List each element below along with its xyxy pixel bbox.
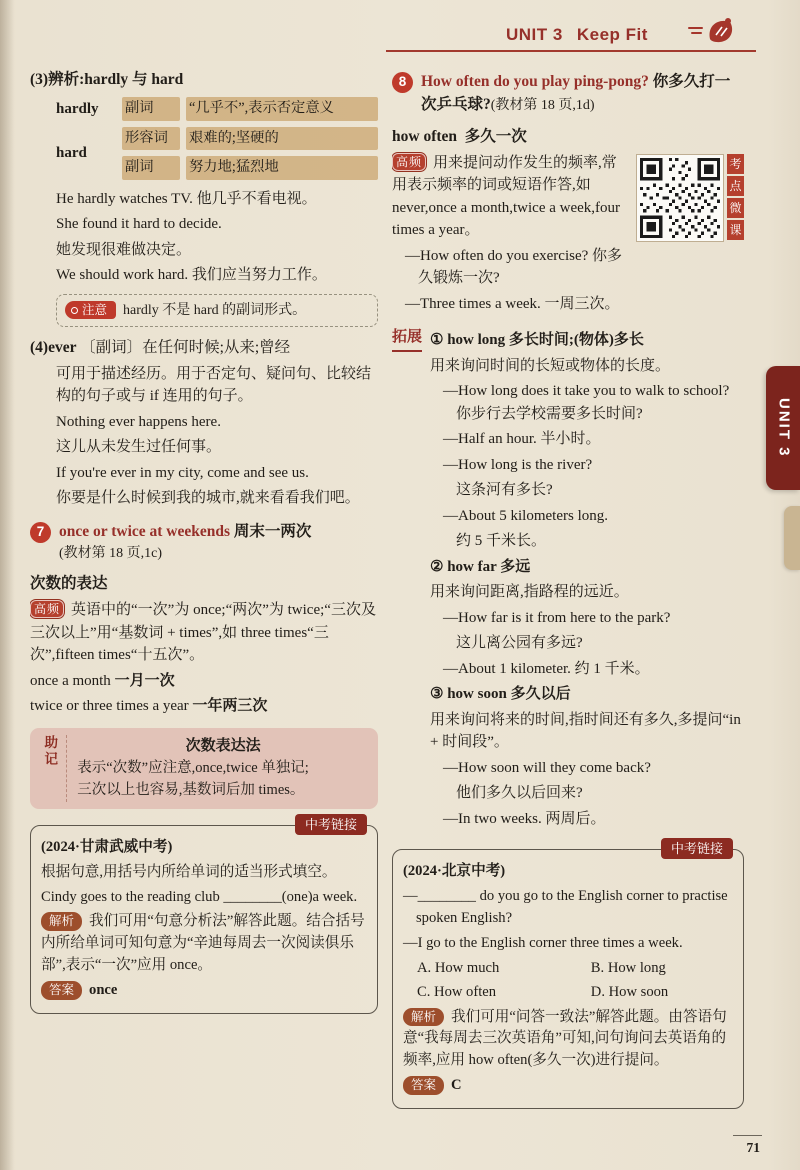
exam-source: (2024·甘肃武威中考)	[41, 838, 173, 855]
section-7-heading	[30, 520, 378, 564]
dialog-line: —About 1 kilometer. 约 1 千米。	[443, 660, 650, 677]
left-column	[30, 60, 378, 1156]
answer-row	[41, 980, 367, 1002]
dialog-line: —Half an hour. 半小时。	[443, 431, 601, 448]
translation-line: 这儿离公园有多远?	[456, 635, 583, 652]
subheading-zh: 多久一次	[464, 127, 527, 145]
mnemonic-title: 次数表达法	[185, 737, 261, 754]
jiexi-badge: 解析	[41, 912, 82, 931]
header-rule	[386, 50, 756, 52]
example-line: If you're ever in my city, come and see us.	[56, 464, 309, 481]
right-column	[392, 60, 744, 1156]
exam-box-gansu	[30, 816, 378, 1014]
dialog-line: —In two weeks. 两周后。	[443, 810, 606, 827]
answer-value: C	[451, 1077, 462, 1094]
headword: ever	[48, 338, 77, 356]
analysis-text: 我们可用“句意分析法”解答此题。结合括号内所给单词可知句意为“辛迪每周去一次阅读俱乐部”,表示“一次”应用 once。	[41, 913, 365, 974]
zhuji-label: 助记	[39, 735, 67, 802]
headword-gloss: 〔副词〕在任何时候;从来;曾经	[80, 338, 291, 356]
word-hardly: hardly	[56, 100, 99, 117]
dialog-line: —How soon will they come back?	[443, 759, 651, 776]
answer-value: once	[89, 982, 118, 999]
section-once-or-twice	[30, 520, 378, 718]
section-3-heading: (3)辨析:hardly 与 hard	[30, 71, 184, 88]
exam-source: (2024·北京中考)	[403, 863, 506, 880]
dialog-line: —How often do you exercise? 你多久锻炼一次?	[405, 247, 623, 287]
phrase-title-zh: 周末一两次	[233, 522, 312, 540]
option-a: A. How much	[417, 959, 500, 976]
gaopin-badge: 高频	[30, 600, 64, 618]
phrase-en: twice or three times a year	[30, 698, 189, 715]
phrase-example	[30, 695, 378, 718]
example-translation: 这儿从未发生过任何事。	[56, 439, 222, 456]
phrase-title-en: once or twice at weekends	[59, 522, 231, 540]
exam-answer-line: —I go to the English corner three times a week.	[403, 934, 683, 951]
zhuyi-badge-label: 注意	[82, 302, 108, 317]
unit-title: Keep Fit	[576, 25, 648, 44]
options-row	[417, 958, 733, 980]
extension-head: ① how long 多长时间;(物体)多长	[430, 332, 644, 349]
analysis-text: 我们可用“问答一致法”解答此题。由答语句意“我每周去三次英语角”可知,问句询问去英语角的频率,应用 how often(多久一次)进行提问。	[403, 1008, 727, 1069]
phrase-zh: 一年两三次	[192, 698, 268, 715]
jiexi-badge: 解析	[403, 1008, 444, 1027]
note-box	[56, 294, 378, 327]
frequency-text: 用来提问动作发生的频率,常用表示频率的词或短语作答,如 never,once a month,twice a week,four times a year。	[392, 154, 621, 239]
analysis-row	[403, 1007, 733, 1073]
section-ever	[30, 336, 378, 510]
section-hardly-vs-hard	[30, 68, 378, 327]
daan-badge: 答案	[41, 981, 82, 1000]
qr-code	[636, 154, 724, 242]
qr-caption-char: 点	[727, 176, 744, 196]
unit-side-tab-label: UNIT 3	[775, 398, 793, 458]
translation-line: 这条河有多长?	[456, 482, 553, 499]
qr-caption	[727, 154, 744, 242]
translation-line: 他们多久以后回来?	[456, 785, 583, 802]
note-icon	[71, 307, 78, 314]
item-number-badge: 7	[30, 522, 51, 543]
qr-code-block	[636, 154, 744, 242]
usage-note: 用来询问时间的长短或物体的长度。	[430, 357, 671, 374]
option-c: C. How often	[417, 983, 497, 1000]
subheading-en: how often	[392, 127, 458, 145]
pos-cell: 副词	[122, 156, 180, 179]
mascot-logo-icon	[688, 14, 738, 46]
translation-line: 约 5 千米长。	[456, 533, 547, 550]
option-d: D. How soon	[590, 983, 669, 1000]
phrase-title-zh: 你多久打一次乒乓球?	[421, 73, 731, 114]
pos-cell: 形容词	[122, 127, 180, 150]
extension-head: ③ how soon 多久以后	[430, 686, 571, 703]
qr-caption-char: 微	[727, 198, 744, 218]
example-line: Nothing ever happens here.	[56, 413, 221, 430]
example-line: He hardly watches TV. 他几乎不看电视。	[56, 190, 317, 207]
tuozhan-label: 拓展	[392, 326, 422, 352]
hardly-hard-table	[56, 97, 378, 179]
mnemonic-line: 三次以上也容易,基数词后加 times。	[77, 782, 305, 799]
definition-cell: “几乎不”,表示否定意义	[186, 97, 378, 120]
note-text: hardly 不是 hard 的副词形式。	[123, 302, 307, 318]
gaopin-badge: 高频	[392, 153, 426, 171]
mnemonic-box	[30, 728, 378, 809]
subheading-how-often	[392, 125, 744, 148]
zhongkao-badge: 中考链接	[661, 838, 733, 859]
dialog-line: —How far is it from here to the park?	[443, 609, 671, 626]
pos-cell: 副词	[122, 97, 180, 120]
example-line: We should work hard. 我们应当努力工作。	[56, 267, 327, 284]
phrase-zh: 一月一次	[114, 672, 175, 689]
definition-cell: 艰难的;坚硬的	[186, 127, 378, 150]
phrase-title-en: How often do you play ping-pong?	[421, 73, 649, 90]
answer-row	[403, 1075, 733, 1097]
page-header	[506, 22, 648, 48]
example-line: She found it hard to decide.	[56, 216, 222, 233]
secondary-side-tab	[784, 506, 800, 570]
word-hard: hard	[56, 144, 87, 161]
zhuyi-badge	[65, 301, 116, 320]
usage-note: 可用于描述经历。用于否定句、疑问句、比较结构的句子或与 if 连用的句子。	[56, 365, 372, 405]
item-number-badge: 8	[392, 72, 413, 93]
usage-note: 用来询问距离,指路程的远近。	[430, 584, 629, 601]
dialog-line: —How long is the river?	[443, 456, 593, 473]
section-extension	[392, 326, 744, 833]
analysis-row	[41, 911, 367, 977]
daan-badge: 答案	[403, 1076, 444, 1095]
unit-side-tab	[766, 366, 800, 490]
definition-cell: 努力地;猛烈地	[186, 156, 378, 179]
section-8-heading	[392, 70, 744, 117]
extension-head: ② how far 多远	[430, 558, 531, 575]
exam-question: —________ do you go to the English corner to practise spoken English?	[403, 888, 728, 927]
page-binding-shadow	[0, 0, 14, 1170]
exam-box-beijing	[392, 841, 744, 1109]
example-translation: 你要是什么时候到我的城市,就来看看我们吧。	[56, 490, 360, 507]
option-b: B. How long	[590, 959, 666, 976]
textbook-ref: (教材第 18 页,1c)	[59, 546, 163, 562]
phrase-example	[30, 670, 378, 693]
phrase-en: once a month	[30, 672, 111, 689]
example-translation: 她发现很难做决定。	[56, 241, 192, 258]
exam-question: Cindy goes to the reading club ________(one)a week.	[41, 888, 358, 905]
zhongkao-badge: 中考链接	[295, 814, 367, 835]
dialog-line: —About 5 kilometers long.	[443, 507, 609, 524]
page-number: 71	[733, 1135, 763, 1158]
exam-prompt: 根据句意,用括号内所给单词的适当形式填空。	[41, 863, 337, 880]
frequency-paragraph	[30, 599, 378, 667]
qr-caption-char: 考	[727, 154, 744, 174]
options-row	[417, 982, 733, 1004]
dialog-line: —How long does it take you to walk to school? 你步行去学校需要多长时间?	[443, 383, 730, 422]
section-how-often	[392, 70, 744, 318]
item-number: (4)	[30, 338, 49, 356]
subheading-counting: 次数的表达	[30, 575, 108, 593]
frequency-text: 英语中的“一次”为 once;“两次”为 twice;“三次及三次以上”用“基数词 + times”,如 three times“三次”,fifteen times“十五次”。	[30, 602, 376, 664]
textbook-ref: (教材第 18 页,1d)	[490, 98, 595, 114]
qr-caption-char: 课	[727, 220, 744, 240]
usage-note: 用来询问将来的时间,指时间还有多久,多提问“in + 时间段”。	[430, 711, 741, 751]
section-4-heading	[30, 336, 378, 359]
dialog-line: —Three times a week. 一周三次。	[405, 295, 620, 312]
mnemonic-line: 表示“次数”应注意,once,twice 单独记;	[77, 760, 309, 777]
unit-label: UNIT 3	[506, 25, 563, 44]
